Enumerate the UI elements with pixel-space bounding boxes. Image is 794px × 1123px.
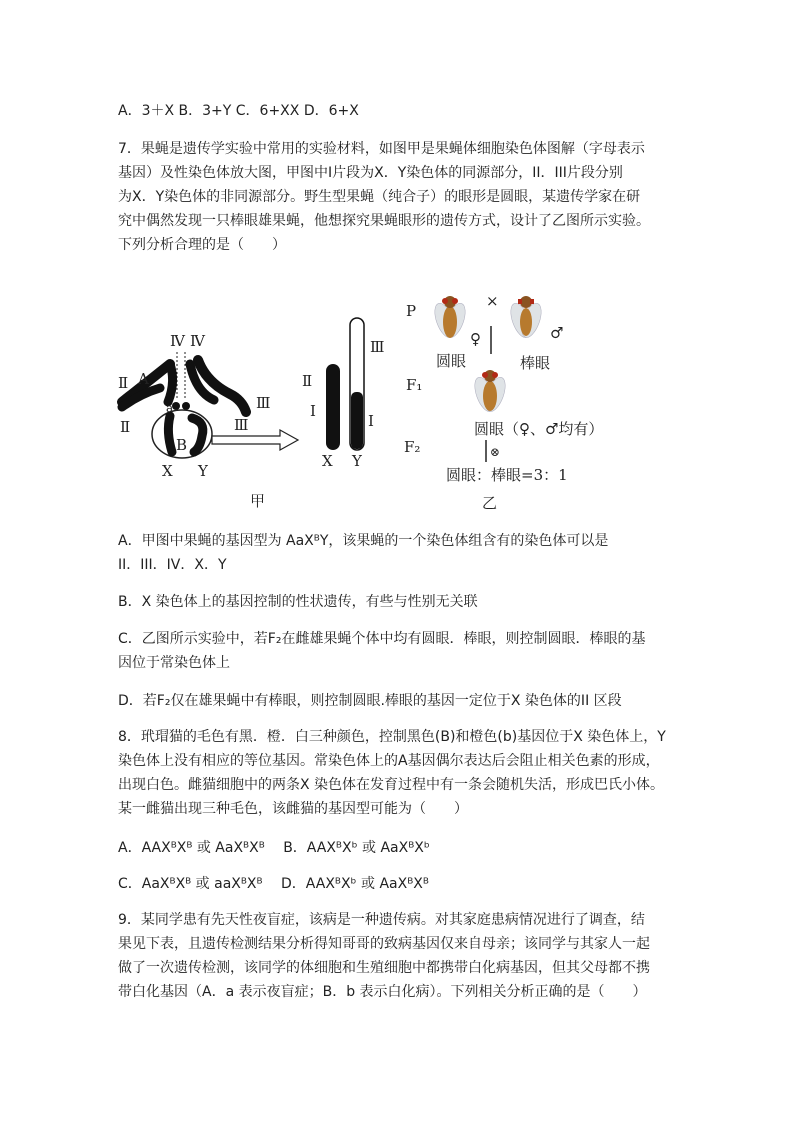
label-gene-a-lower: a: [166, 401, 174, 415]
karyotype-diagram: [118, 318, 384, 510]
label-ii: Ⅱ: [118, 374, 129, 392]
label-x: X: [162, 462, 173, 480]
q8-stem-line: 出现白色。雌猫细胞中的两条X 染色体在发育过程中有一条会随机失活，形成巴氏小体。: [118, 777, 665, 793]
cross-symbol: ×: [486, 292, 499, 310]
q9-stem: [118, 908, 703, 1004]
label-gene-a-upper: A: [138, 370, 149, 388]
q7-option-c: [118, 627, 703, 675]
fly-icon-female: [431, 296, 469, 340]
label-y: Y: [198, 462, 208, 480]
label-bar-eye: 棒眼: [520, 354, 551, 372]
y-chromosome: [192, 418, 203, 452]
q7-option-a-line: II．III．IV．X．Y: [118, 557, 227, 573]
label-ii: Ⅱ: [120, 418, 131, 436]
label-iii: Ⅲ: [370, 338, 385, 356]
fly-icon-male: [507, 296, 545, 340]
label-ii: Ⅱ: [302, 372, 313, 390]
chromosome-iii-right: [198, 360, 246, 412]
label-i: Ⅰ: [368, 412, 374, 430]
q7-stem-line: 基因）及性染色体放大图，甲图中Ⅰ片段为X．Y染色体的同源部分，II．III片段分别: [118, 165, 623, 181]
q6-options: A．3＋X B．3+Y C．6+XX D．6+X: [118, 103, 359, 119]
figure-jia-caption: 甲: [250, 492, 266, 510]
q9-stem-line: 果见下表，且遗传检测结果分析得知哥哥的致病基因仅来自母亲；该同学与其家人一起: [118, 936, 650, 952]
q7-option-b: B．X 染色体上的基因控制的性状遗传，有些与性别无关联: [118, 594, 478, 610]
q7-stem-line: 7．果蝇是遗传学实验中常用的实验材料，如图甲是果蝇体细胞染色体图解（字母表示: [118, 141, 645, 157]
label-iii: Ⅲ: [256, 394, 271, 412]
q7-option-c-line: 因位于常染色体上: [118, 655, 230, 671]
q9-stem-line: 9．某同学患有先天性夜盲症，该病是一种遗传病。对其家庭患病情况进行了调查，结: [118, 912, 645, 928]
q8-options-row-1: A．AAXᴮXᴮ 或 AaXᴮXᴮ B．AAXᴮXᵇ 或 AaXᴮXᵇ: [118, 840, 430, 856]
q7-stem-line: 为X．Y染色体的非同源部分。野生型果蝇（纯合子）的眼形是圆眼，某遗传学家在研: [118, 189, 641, 205]
label-iv: Ⅳ: [190, 332, 205, 350]
cross-diagram: [404, 292, 603, 512]
label-i: Ⅰ: [310, 402, 316, 420]
enlarged-x-chromosome: [326, 364, 340, 450]
label-iv: Ⅳ: [170, 332, 185, 350]
q8-stem: [118, 725, 703, 821]
q7-stem: [118, 137, 703, 257]
male-symbol: ♂: [550, 324, 564, 342]
female-symbol: ♀: [470, 330, 481, 348]
enlarge-arrow: [212, 430, 298, 450]
q7-stem-line: 下列分析合理的是（ ）: [118, 237, 286, 253]
q7-option-d: D．若F₂仅在雄果蝇中有棒眼，则控制圆眼.棒眼的基因一定位于X 染色体的II 区段: [118, 693, 622, 709]
f1-phenotype: 圆眼（♀、♂均有）: [474, 420, 604, 438]
q7-option-a: [118, 529, 703, 577]
label-round-eye: 圆眼: [436, 352, 467, 370]
q8-stem-line: 某一雌猫出现三种毛色，该雌猫的基因型可能为（ ）: [118, 801, 468, 817]
q9-stem-line: 做了一次遗传检测，该同学的体细胞和生殖细胞中都携带白化病基因，但其父母都不携: [118, 960, 650, 976]
label-f2: F₂: [404, 438, 421, 456]
fly-icon-f1: [471, 370, 509, 414]
q7-figure: [110, 282, 630, 518]
label-f1: F₁: [406, 376, 423, 394]
selfing-symbol: ⊗: [490, 445, 501, 459]
q7-stem-line: 究中偶然发现一只棒眼雄果蝇，他想探究果蝇眼形的遗传方式，设计了乙图所示实验。: [118, 213, 650, 229]
q7-option-a-line: A．甲图中果蝇的基因型为 AaXᴮY，该果蝇的一个染色体组含有的染色体可以是: [118, 533, 609, 549]
q8-stem-line: 染色体上没有相应的等位基因。常染色体上的A基因偶尔表达后会阻止相关色素的形成，: [118, 753, 660, 769]
q8-stem-line: 8．玳瑁猫的毛色有黑．橙．白三种颜色，控制黑色(B)和橙色(b)基因位于X 染色体上，Y: [118, 729, 666, 745]
label-p: P: [406, 302, 417, 320]
label-y: Y: [352, 452, 362, 470]
figure-yi-caption: 乙: [482, 494, 498, 512]
label-iii: Ⅲ: [234, 416, 249, 434]
f2-ratio: 圆眼：棒眼=3：1: [446, 466, 568, 484]
label-x: X: [322, 452, 333, 470]
q9-stem-line: 带白化基因（A．a 表示夜盲症；B．b 表示白化病）。下列相关分析正确的是（ ）: [118, 984, 647, 1000]
q8-options-row-2: C．AaXᴮXᴮ 或 aaXᴮXᴮ D．AAXᴮXᵇ 或 AaXᴮXᴮ: [118, 876, 429, 892]
q7-option-c-line: C．乙图所示实验中，若F₂在雌雄果蝇个体中均有圆眼．棒眼，则控制圆眼．棒眼的基: [118, 631, 646, 647]
x-chromosome: [168, 416, 172, 452]
label-gene-b: B: [176, 436, 188, 454]
